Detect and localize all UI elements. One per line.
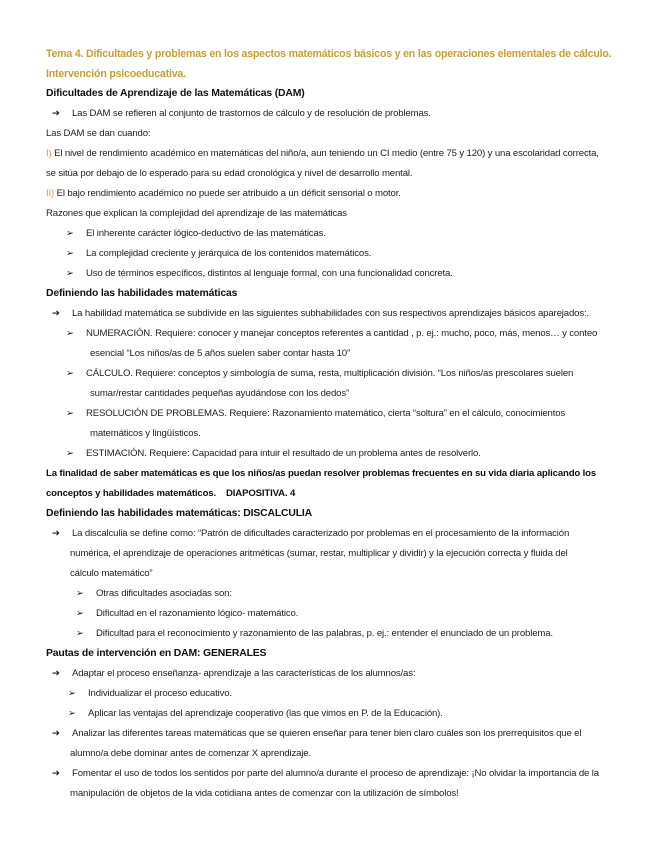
dyscalculia-definition-cont: numérica, el aprendizaje de operaciones aritméticas (sumar, restar, multiplicar y dividir) y la ejecución correcta y fluida del: [70, 548, 568, 559]
arrow-icon: ➔: [52, 668, 60, 679]
guideline-bullet: [46, 764, 607, 784]
dam-bullet: [46, 104, 607, 124]
skills-bullet: [46, 304, 607, 324]
triangle-bullet-icon: ➢: [76, 628, 84, 639]
arrow-icon: ➔: [52, 728, 60, 739]
dyscalculia-definition-cont: cálculo matemático”: [70, 568, 153, 579]
dam-bullet-text: Las DAM se refieren al conjunto de trastornos de cálculo y de resolución de problemas.: [72, 108, 431, 119]
dam-condition-1: [46, 144, 607, 164]
dyscalculia-definition-text: La discalculia se define como: “Patrón de dificultades caracterizado por problemas en el procesamiento de la información: [72, 528, 570, 539]
triangle-bullet-icon: ➢: [76, 588, 84, 599]
guideline-text: Fomentar el uso de todos los sentidos por parte del alumno/a durante el proceso de aprendizaje: ¡No olvidar la importancia de la: [72, 768, 599, 779]
guideline-text: Adaptar el proceso enseñanza- aprendizaje a las características de los alumnos/as:: [72, 668, 416, 679]
dyscalculia-item-text: Dificultad para el reconocimiento y razonamiento de las palabras, p. ej.: entender el enunciado de un problema.: [96, 628, 553, 639]
skill-item: [46, 364, 607, 384]
skills-final-line-1: La finalidad de saber matemáticas es que los niños/as puedan resolver problemas frecuentes en su vida diaria aplicando los: [46, 468, 597, 479]
dyscalculia-item-text: Otras dificultades asociadas son:: [96, 588, 232, 599]
dyscalculia-item: [46, 584, 607, 604]
reasons-intro: Razones que explican la complejidad del aprendizaje de las matemáticas: [46, 208, 347, 219]
guidelines-heading: Pautas de intervención en DAM: GENERALES: [46, 648, 267, 659]
triangle-bullet-icon: ➢: [68, 688, 76, 699]
dyscalculia-item-text: Dificultad en el razonamiento lógico- matemático.: [96, 608, 299, 619]
triangle-bullet-icon: ➢: [66, 248, 74, 259]
skill-text: RESOLUCIÓN DE PROBLEMAS. Requiere: Razonamiento matemático, cierta “soltura” en el cálculo, conocimientos: [86, 408, 566, 419]
dam-heading: Dificultades de Aprendizaje de las Matemáticas (DAM): [46, 88, 305, 99]
triangle-bullet-icon: ➢: [66, 228, 74, 239]
skill-text: ESTIMACIÓN. Requiere: Capacidad para intuir el resultado de un problema antes de resolverlo.: [86, 448, 481, 459]
guideline-bullet: [46, 724, 607, 744]
skill-item: [46, 404, 607, 424]
triangle-bullet-icon: ➢: [66, 328, 74, 339]
roman-marker-1: I): [46, 148, 52, 159]
reason-text: El inherente carácter lógico-deductivo de las matemáticas.: [86, 228, 326, 239]
reason-item: [46, 244, 607, 264]
triangle-bullet-icon: ➢: [76, 608, 84, 619]
dyscalculia-item: [46, 624, 607, 644]
dam-condition-1-text: El nivel de rendimiento académico en matemáticas del niño/a, aun teniendo un CI medio (entre 75 y 120) y una escolaridad correcta,: [54, 148, 599, 159]
dyscalculia-item: [46, 604, 607, 624]
guideline-bullet-cont: alumno/a debe dominar antes de comenzar X aprendizaje.: [70, 748, 311, 759]
dam-condition-1-cont: se sitúa por debajo de lo esperado para su edad cronológica y nivel de desarrollo mental.: [46, 168, 413, 179]
guideline-text: Analizar las diferentes tareas matemáticas que se quieren enseñar para tener bien claro cuáles son los prerrequisitos que el: [72, 728, 582, 739]
roman-marker-2: II): [46, 188, 55, 199]
dam-condition-2-text: El bajo rendimiento académico no puede ser atribuido a un déficit sensorial o motor.: [56, 188, 401, 199]
skills-final-line-2: [46, 484, 607, 504]
document-title-line-2: Intervención psicoeducativa.: [46, 68, 186, 80]
triangle-bullet-icon: ➢: [66, 268, 74, 279]
reason-item: [46, 264, 607, 284]
skills-bullet-text: La habilidad matemática se subdivide en las siguientes subhabilidades con sus respectivos aprendizajes básicos aparejados:.: [72, 308, 589, 319]
guideline-subitem: [46, 704, 607, 724]
guideline-bullet: [46, 664, 607, 684]
reason-item: [46, 224, 607, 244]
triangle-bullet-icon: ➢: [68, 708, 76, 719]
arrow-icon: ➔: [52, 308, 60, 319]
triangle-bullet-icon: ➢: [66, 448, 74, 459]
guideline-subitem: [46, 684, 607, 704]
skill-item-cont: matemáticos y lingüísticos.: [90, 428, 201, 439]
guideline-subitem-text: Individualizar el proceso educativo.: [88, 688, 232, 699]
guideline-bullet-cont: manipulación de objetos de la vida cotidiana antes de comenzar con la utilización de símbolos!: [70, 788, 459, 799]
arrow-icon: ➔: [52, 528, 60, 539]
skill-item: [46, 324, 607, 344]
dam-condition-2: [46, 184, 607, 204]
triangle-bullet-icon: ➢: [66, 368, 74, 379]
skill-text: NUMERACIÓN. Requiere: conocer y manejar conceptos referentes a cantidad , p. ej.: mucho, poco, más, menos… y conteo: [86, 328, 598, 339]
skills-final-text: conceptos y habilidades matemáticos.: [46, 488, 217, 499]
dyscalculia-heading: Definiendo las habilidades matemáticas: DISCALCULIA: [46, 508, 313, 519]
arrow-icon: ➔: [52, 108, 60, 119]
skills-heading: Definiendo las habilidades matemáticas: [46, 288, 238, 299]
skill-text: CÁLCULO. Requiere: conceptos y simbología de suma, resta, multiplicación división. “Los niños/as prescolares suelen: [86, 368, 574, 379]
dyscalculia-definition: [46, 524, 607, 544]
triangle-bullet-icon: ➢: [66, 408, 74, 419]
reason-text: La complejidad creciente y jerárquica de los contenidos matemáticos.: [86, 248, 372, 259]
document-title-line-1: Tema 4. Dificultades y problemas en los aspectos matemáticos básicos y en las operaciones elementales de cálculo.: [46, 48, 612, 60]
reason-text: Uso de términos específicos, distintos al lenguaje formal, con una funcionalidad concreta.: [86, 268, 453, 279]
dam-intro: Las DAM se dan cuando:: [46, 128, 151, 139]
skill-item: [46, 444, 607, 464]
skill-item-cont: esencial “Los niños/as de 5 años suelen saber contar hasta 10”: [90, 348, 351, 359]
guideline-subitem-text: Aplicar las ventajas del aprendizaje cooperativo (las que vimos en P. de la Educación).: [88, 708, 443, 719]
diapositiva-label: DIAPOSITIVA. 4: [226, 488, 296, 499]
arrow-icon: ➔: [52, 768, 60, 779]
skill-item-cont: sumar/restar cantidades pequeñas ayudándose con los dedos”: [90, 388, 350, 399]
